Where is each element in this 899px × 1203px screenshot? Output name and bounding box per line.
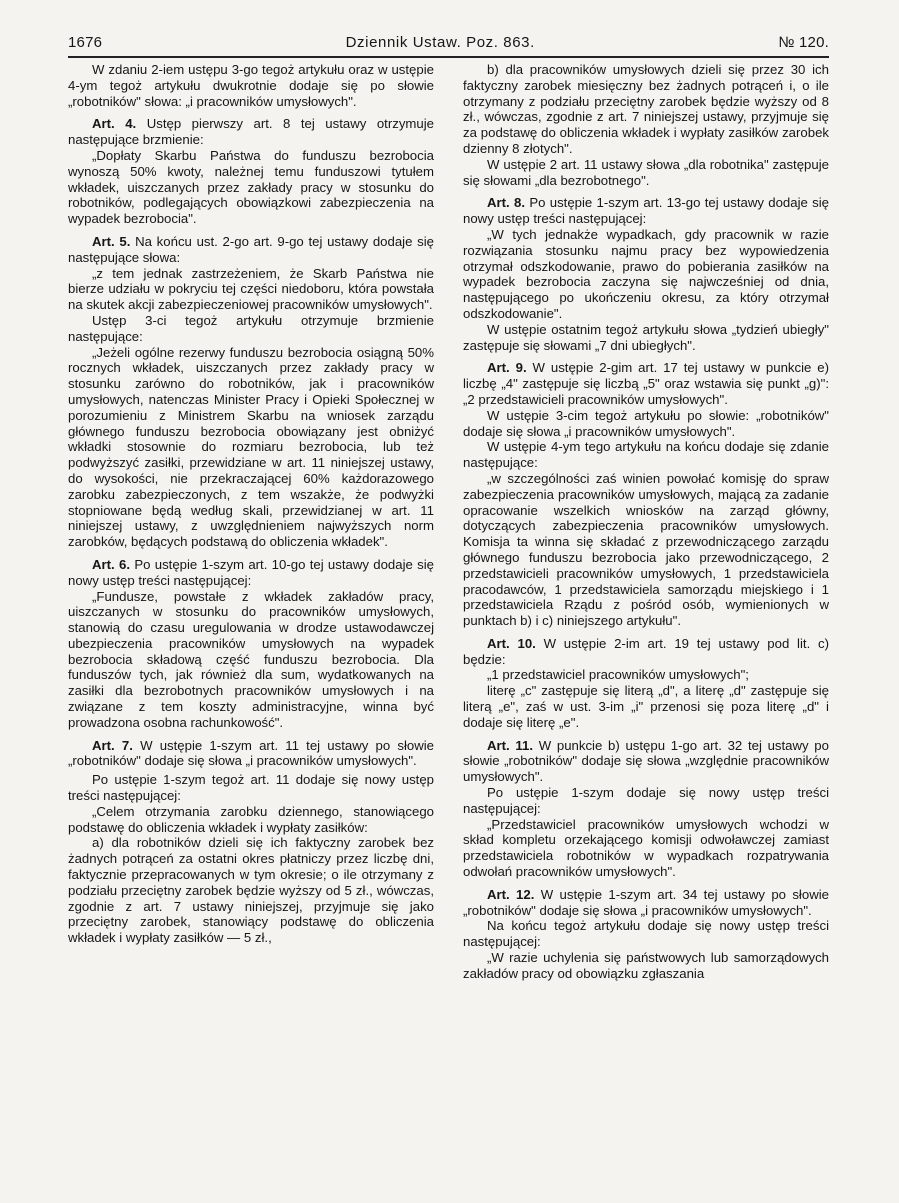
right-column xyxy=(463,62,829,982)
article-10 xyxy=(463,636,829,668)
paragraph: Ustęp 3-ci tegoż artykułu otrzymuje brzmienie następujące: xyxy=(68,312,434,344)
quote: „W razie uchylenia się państwowych lub samorządowych zakładów pracy od obowiązku zgłaszania xyxy=(463,950,829,981)
paragraph: W ustępie 3-cim tegoż artykułu po słowie: „robotników" dodaje się słowa „i pracowników umysłowych". xyxy=(463,407,829,439)
article-label: Art. 5. xyxy=(92,233,131,249)
article-label: Art. 9. xyxy=(487,360,527,376)
page-number: 1676 xyxy=(68,34,103,51)
article-5 xyxy=(68,234,434,266)
article-text: W punkcie b) ustępu 1-go art. 32 tej ustawy po słowie „robotników" dodaje się słowa „względnie pracowników umysłowych". xyxy=(463,737,829,785)
paragraph: Po ustępie 1-szym dodaje się nowy ustęp treści następującej: xyxy=(463,785,829,816)
paragraph: W ustępie 2 art. 11 ustawy słowa „dla robotnika" zastępuje się słowami „dla bezrobotnego". xyxy=(463,156,829,188)
paragraph: Na końcu tegoż artykułu dodaje się nowy ustęp treści następującej: xyxy=(463,918,829,950)
paragraph: W ustępie 4-ym tego artykułu na końcu dodaje się zdanie następujące: xyxy=(463,439,829,471)
quote: „Jeżeli ogólne rezerwy funduszu bezrobocia osiągną 50% rocznych wkładek, uiszczanych przez zakłady pracy w stosunku zarówno do robotników, jak i pracowników umysłowych, natenczas Minister Pracy i Opieki Społecznej w porozumieniu z Ministrem Skarbu na wniosek zarządu głównego funduszu bezrobocia obowiązany jest obniżyć wkładki stosownie do rozmiaru bezrobocia, lub też podwyższyć zasiłki, przewidziane w art. 11 niniejszej ustawy, do wysokości, nie przekraczającej 60% każdorazowego zarobku zabezpieczonych, z tem wszakże, że podwyżki stopniowane będą według skali, przewidzianej w art. 11 niniejszej ustawy, z uwzględnieniem najwyższych norm zarobków, będących podstawą do obliczenia wkładek". xyxy=(68,344,434,550)
quote: „Celem otrzymania zarobku dziennego, stanowiącego podstawę do obliczenia wkładek i wypłaty zasiłków: xyxy=(68,803,434,835)
quote: „z tem jednak zastrzeżeniem, że Skarb Państwa nie bierze udziału w pokryciu tej części niedoboru, która powstała na skutek akcji zabezpieczeniowej pracowników umysłowych". xyxy=(68,265,434,313)
list-item: a) dla robotników dzieli się ich faktyczny zarobek bez żadnych potrąceń za ostatni okres płatniczy przez liczbę dni, faktycznie przepracowanych w tym okresie; o ile otrzymany z podziału przeciętny zarobek będzie wyższy od 5 zł., wówczas, zgodnie z art. 7 ustawy niniejszej, przyjmuje się jako przeciętny zarobek, stanowiący podstawę do obliczenia wkładek i wypłaty zasiłków — 5 zł., xyxy=(68,835,434,946)
article-label: Art. 6. xyxy=(92,556,131,572)
quote: „W tych jednakże wypadkach, gdy pracownik w razie rozwiązania stosunku najmu pracy bez wypowiedzenia otrzymał odszkodowanie, prawo do pobierania zasiłków na wypadek bezrobocia zaczyna się najwcześniej od dnia, następującego po ukończeniu okresu, za który otrzymał odszkodowanie". xyxy=(463,226,829,321)
article-12 xyxy=(463,887,829,919)
paragraph: literę „c" zastępuje się literą „d", a literę „d" zastępuje się literą „e", zaś w ust. 3-im „i" przenosi się poza literę „d" i dodaje się literę „e". xyxy=(463,683,829,730)
article-text: Po ustępie 1-szym art. 13-go tej ustawy dodaje się nowy ustęp treści następującej: xyxy=(463,195,830,227)
article-text: Po ustępie 1-szym art. 10-go tej ustawy dodaje się nowy ustęp treści następującej: xyxy=(68,556,435,588)
article-label: Art. 7. xyxy=(92,737,133,753)
article-9 xyxy=(463,360,829,407)
quote: „Przedstawiciel pracowników umysłowych wchodzi w skład kompletu orzekającego komisji odwoławczej zamiast przedstawiciela robotników w wypadkach rozpatrywania odwołań pracowników umysłowych". xyxy=(463,816,829,880)
journal-title: Dziennik Ustaw. Poz. 863. xyxy=(345,34,535,51)
article-text: W ustępie 1-szym art. 34 tej ustawy po słowie „robotników" dodaje się słowa „i pracowników umysłowych". xyxy=(463,886,829,918)
paragraph: W ustępie ostatnim tegoż artykułu słowa „tydzień ubiegły" zastępuje się słowami „7 dni ubiegłych". xyxy=(463,321,829,353)
quote: „1 przedstawiciel pracowników umysłowych"; xyxy=(487,667,749,683)
text-columns xyxy=(68,62,829,982)
article-11 xyxy=(463,738,829,785)
issue-number: № 120. xyxy=(778,34,829,51)
article-label: Art. 4. xyxy=(92,116,137,132)
quote: „Fundusze, powstałe z wkładek zakładów pracy, uiszczanych w stosunku do pracowników umysłowych, stanowią do czasu uregulowania w drodze ustawodawczej ubezpieczenia pracowników umysłowych na wypadek bezrobocia składową część funduszu bezrobocia. Dla funduszów tych, jak również dla sum, wydatkowanych na zasiłki dla bezrobotnych pracowników umysłowych i na związane z tem koszty administracyjne, winna być prowadzona osobna rachunkowość". xyxy=(68,588,434,730)
article-text: W ustępie 2-gim art. 17 tej ustawy w punkcie e) liczbę „4" zastępuje się liczbą „5" oraz wstawia się punkt „g)": „2 przedstawicieli pracowników umysłowych". xyxy=(463,360,829,407)
article-6 xyxy=(68,557,434,589)
quote: „w szczególności zaś winien powołać komisję do spraw zabezpieczenia pracowników umysłowych, mającą za zadanie opracowanie wszelkich wniosków na zarząd główny, dotyczących zabezpieczenia pracowników umysłowych. Komisja ta winna się składać z przewodniczącego zarządu głównego funduszu bezrobocia jako przewodniczącego, 2 przedstawicieli pracowników umysłowych, 1 przedstawiciela pracodawców, 1 przedstawiciela samorządu miejskiego i 1 przedstawiciela Rządu z pośród osób, wymienionych w punktach b) i c) niniejszego artykułu". xyxy=(463,470,829,629)
paragraph: W zdaniu 2-iem ustępu 3-go tegoż artykułu oraz w ustępie 4-ym tegoż artykułu dwukrotnie dodaje się po słowie „robotników" słowa: „i pracowników umysłowych". xyxy=(68,62,434,109)
article-8 xyxy=(463,195,829,227)
article-text: W ustępie 1-szym art. 11 tej ustawy po słowie „robotników" dodaje się słowa „i pracowników umysłowych". xyxy=(68,737,434,769)
left-column xyxy=(68,62,434,982)
paragraph: Po ustępie 1-szym tegoż art. 11 dodaje się nowy ustęp treści następującej: xyxy=(68,772,434,804)
article-label: Art. 8. xyxy=(487,195,526,211)
article-text: Ustęp pierwszy art. 8 tej ustawy otrzymuje następujące brzmienie: xyxy=(68,116,435,148)
quote: „Dopłaty Skarbu Państwa do funduszu bezrobocia wynoszą 50% kwoty, należnej temu funduszowi tytułem wkładek, uiszczanych przez zakłady pracy w stosunku do robotników, podlegających obowiązkowi zabezpieczenia na wypadek bezrobocia". xyxy=(68,147,434,227)
article-label: Art. 12. xyxy=(487,886,535,902)
article-label: Art. 10. xyxy=(487,635,536,651)
article-text: W ustępie 2-im art. 19 tej ustawy pod lit. c) będzie: xyxy=(463,635,829,667)
article-4 xyxy=(68,116,434,148)
page-header xyxy=(68,34,829,58)
article-label: Art. 11. xyxy=(487,737,534,753)
article-7 xyxy=(68,738,434,770)
article-text: Na końcu ust. 2-go art. 9-go tej ustawy dodaje się następujące słowa: xyxy=(68,233,434,265)
list-item: b) dla pracowników umysłowych dzieli się przez 30 ich faktyczny zarobek miesięczny bez żadnych potrąceń i, o ile otrzymany z podziału przeciętny zarobek będzie wyższy od 8 zł., wówczas, zgodnie z art. 7 niniejszej ustawy, przyjmuje się za podstawę do obliczenia wkładek i wypłaty zasiłków zarobek dzienny 8 złotych". xyxy=(463,62,829,156)
